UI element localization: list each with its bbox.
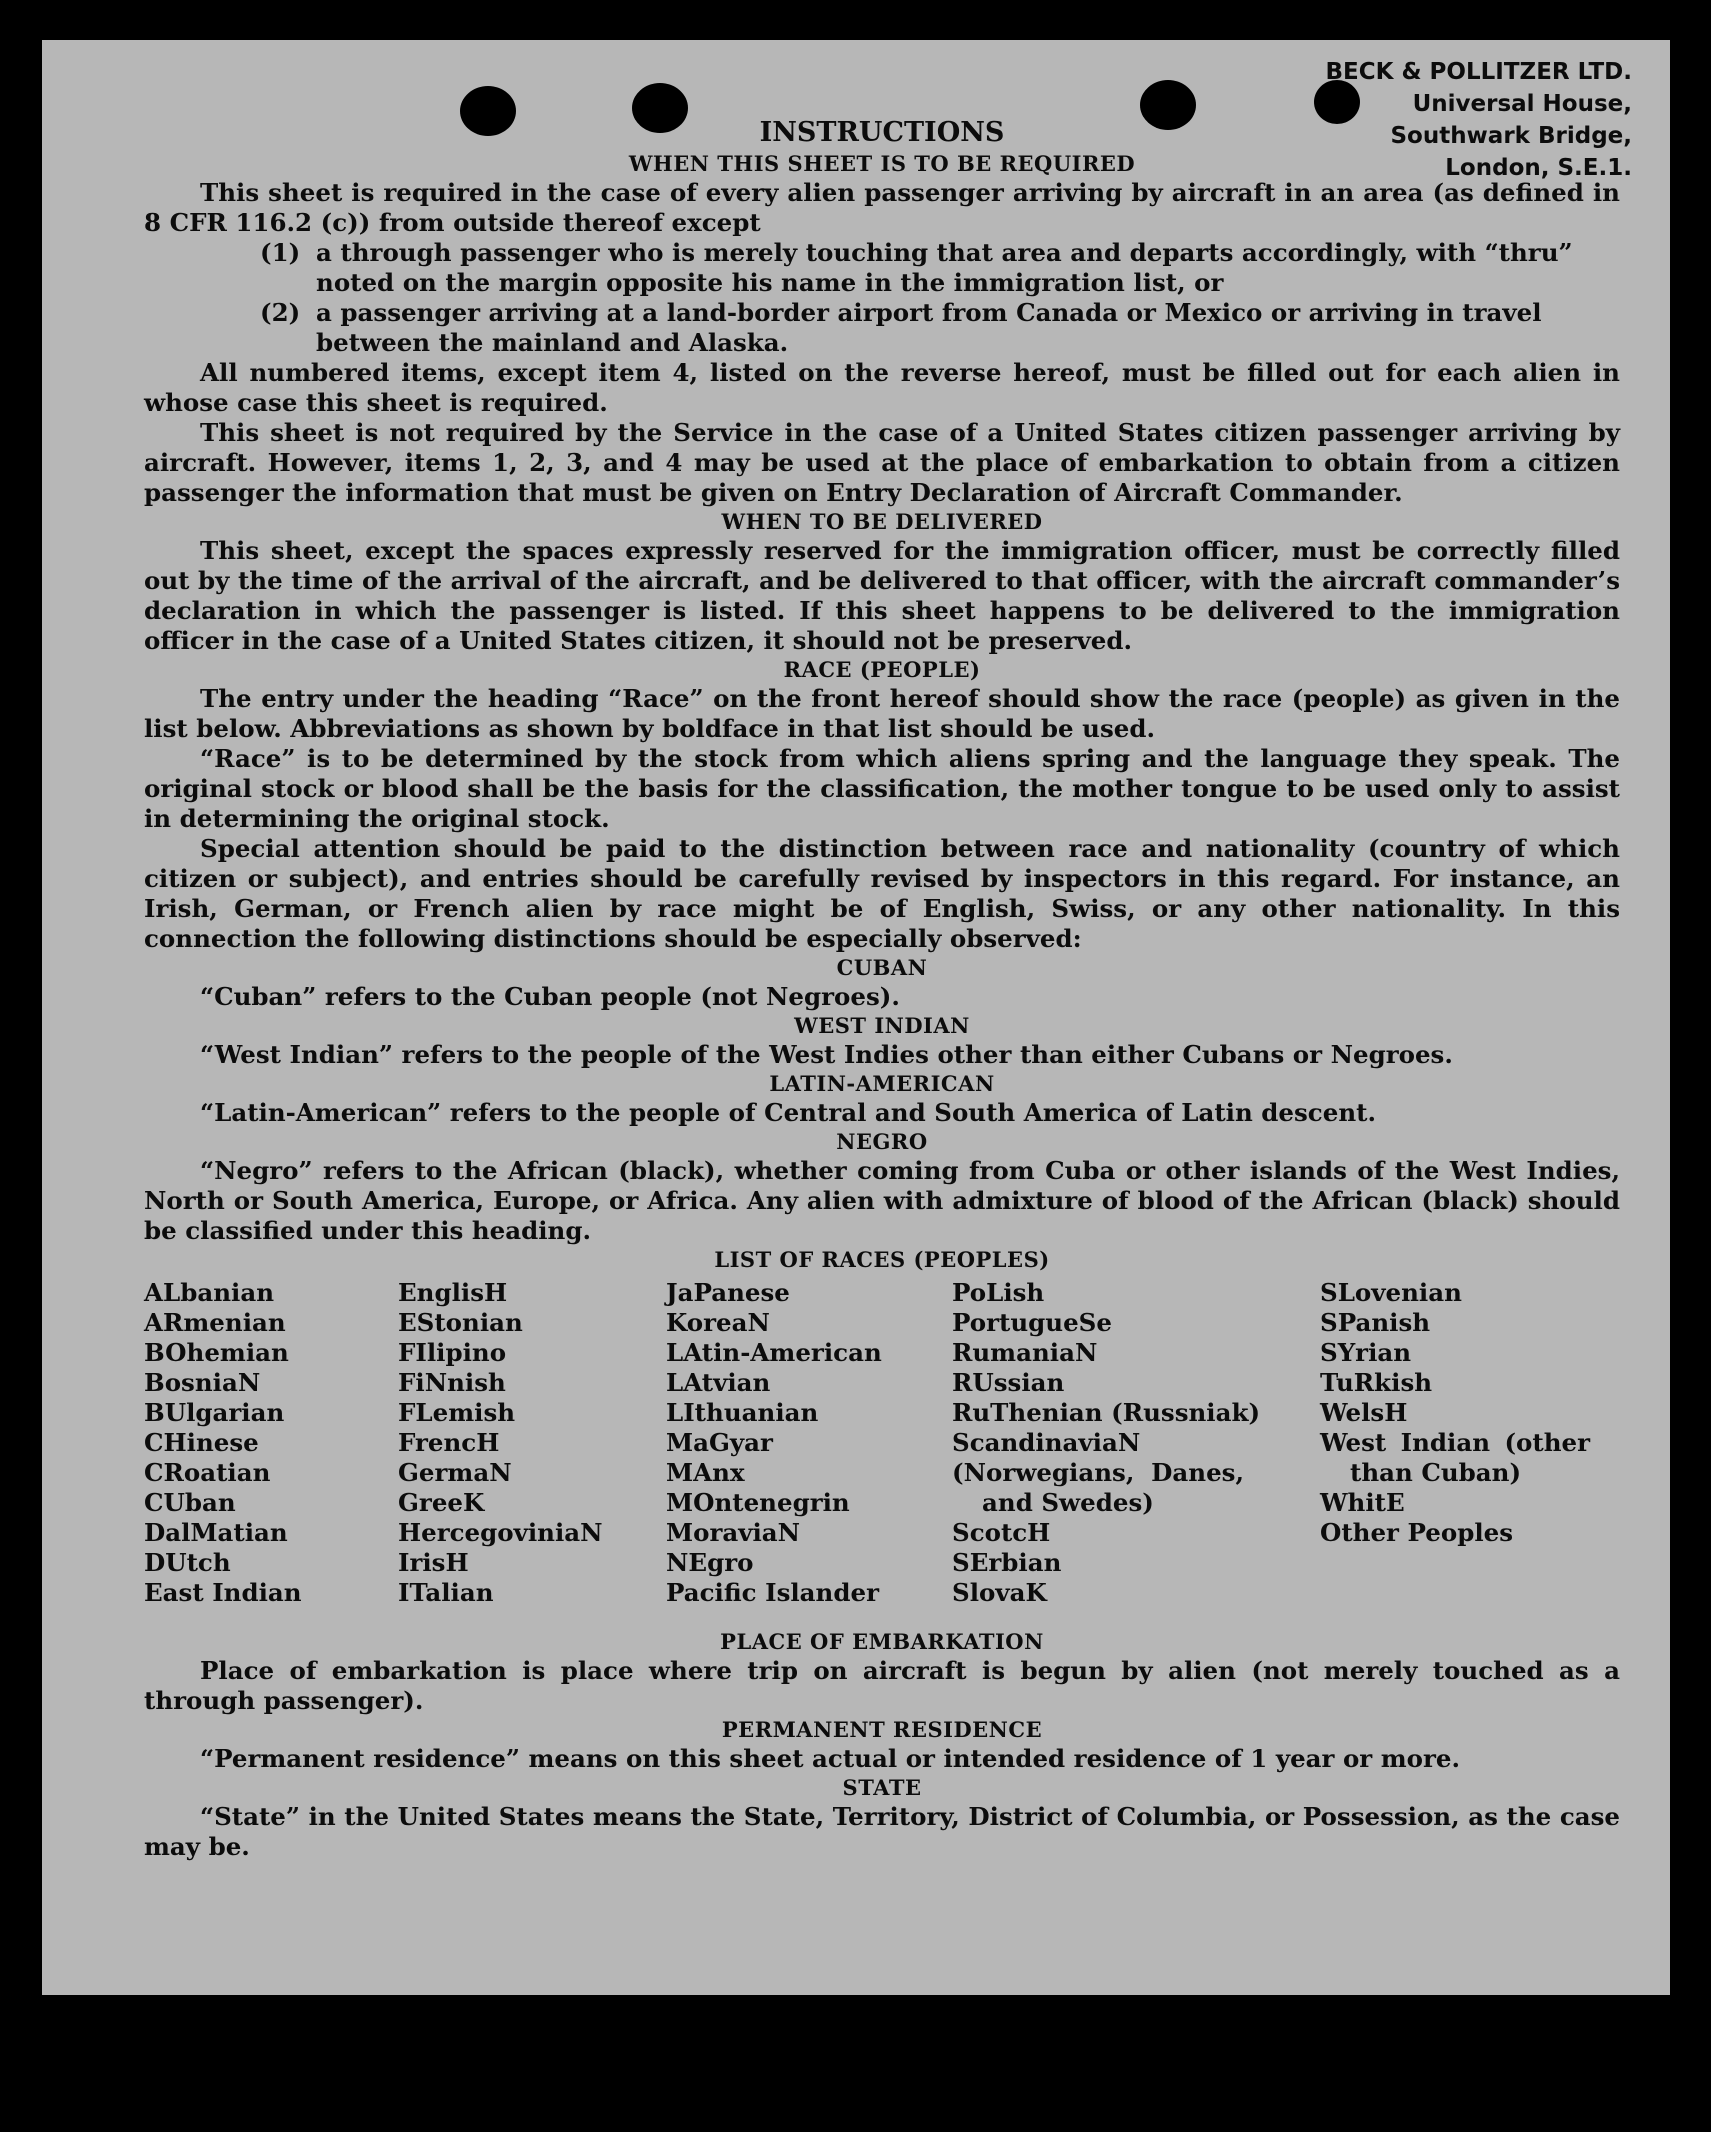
race-column bbox=[398, 1278, 603, 1608]
item-number: (1) bbox=[260, 238, 301, 267]
instructions-body bbox=[144, 116, 1620, 1862]
document-sheet bbox=[42, 40, 1670, 1995]
race-item: LAtvian bbox=[666, 1368, 771, 1397]
race-item: BOhemian bbox=[144, 1338, 289, 1367]
list-item bbox=[144, 298, 1620, 358]
race-item: HercegoviniaN bbox=[398, 1518, 603, 1547]
page-title: INSTRUCTIONS bbox=[759, 117, 1005, 148]
stamp-street: Southwark Bridge, bbox=[1390, 123, 1632, 149]
race-item: ScotcH bbox=[952, 1518, 1051, 1547]
paragraph: Place of embarkation is place where trip on aircraft is begun by alien (not merely touched as a through passenger). bbox=[144, 1656, 1620, 1715]
section-heading: WHEN THIS SHEET IS TO BE REQUIRED bbox=[628, 151, 1136, 176]
race-item: MOntenegrin bbox=[666, 1488, 850, 1517]
paragraph: This sheet is not required by the Service in the case of a United States citizen passenger arriving by aircraft. However, items 1, 2, 3, and 4 may be used at the place of embarkation to obtain from a citizen passenger the information that must be given on Entry Declaration of Aircraft Commander. bbox=[144, 418, 1620, 507]
race-column bbox=[1320, 1278, 1590, 1548]
race-list bbox=[144, 1278, 1620, 1628]
race-item: NEgro bbox=[666, 1548, 754, 1577]
race-item: Other Peoples bbox=[1320, 1518, 1514, 1547]
section-heading: STATE bbox=[842, 1775, 922, 1800]
section-heading: RACE (PEOPLE) bbox=[783, 657, 981, 682]
race-column bbox=[144, 1278, 302, 1608]
section-heading: LIST OF RACES (PEOPLES) bbox=[714, 1247, 1050, 1272]
race-item: BosniaN bbox=[144, 1368, 261, 1397]
race-item: WelsH bbox=[1320, 1398, 1408, 1427]
stamp-building: Universal House, bbox=[1412, 91, 1632, 117]
race-item: West Indian (other than Cuban) bbox=[1320, 1428, 1590, 1487]
paragraph: All numbered items, except item 4, listed on the reverse hereof, must be filled out for each alien in whose case this sheet is required. bbox=[144, 358, 1620, 417]
race-item: JaPanese bbox=[666, 1278, 790, 1307]
paragraph: Special attention should be paid to the distinction between race and nationality (country of which citizen or subject), and entries should be carefully revised by inspectors in this regard. For instance, an Irish, German, or French alien by race might be of English, Swiss, or any other nationality. In this connection the following distinctions should be especially observed: bbox=[144, 834, 1620, 953]
race-item: PortugueSe bbox=[952, 1308, 1112, 1337]
race-item: CUban bbox=[144, 1488, 236, 1517]
race-item: PoLish bbox=[952, 1278, 1045, 1307]
paragraph: “Cuban” refers to the Cuban people (not Negroes). bbox=[200, 982, 900, 1011]
race-item: FIlipino bbox=[398, 1338, 507, 1367]
race-item: GermaN bbox=[398, 1458, 512, 1487]
race-item: CHinese bbox=[144, 1428, 259, 1457]
race-item: TuRkish bbox=[1320, 1368, 1433, 1397]
race-item: DalMatian bbox=[144, 1518, 288, 1547]
race-item: MAnx bbox=[666, 1458, 745, 1487]
section-heading: NEGRO bbox=[836, 1129, 928, 1154]
section-heading: WEST INDIAN bbox=[794, 1013, 970, 1038]
section-heading: PLACE OF EMBARKATION bbox=[720, 1629, 1044, 1654]
race-item: LIthuanian bbox=[666, 1398, 819, 1427]
stamp-city: London, S.E.1. bbox=[1445, 155, 1632, 181]
race-item: MaGyar bbox=[666, 1428, 773, 1457]
race-item: DUtch bbox=[144, 1548, 231, 1577]
race-item: Pacific Islander bbox=[666, 1578, 879, 1607]
race-item: ScandinaviaN bbox=[952, 1428, 1141, 1457]
race-item: LAtin-American bbox=[666, 1338, 882, 1367]
paragraph: “Race” is to be determined by the stock from which aliens spring and the language they speak. The original stock or blood shall be the basis for the classification, the mother tongue to be used only to assist in determining the original stock. bbox=[144, 744, 1620, 833]
race-item: EnglisH bbox=[398, 1278, 508, 1307]
section-heading: WHEN TO BE DELIVERED bbox=[721, 509, 1043, 534]
paragraph: “Negro” refers to the African (black), whether coming from Cuba or other islands of the West Indies, North or South America, Europe, or Africa. Any alien with admixture of blood of the African (black) should be classified under this heading. bbox=[144, 1156, 1620, 1245]
race-item: CRoatian bbox=[144, 1458, 271, 1487]
race-item: East Indian bbox=[144, 1578, 302, 1607]
paragraph: The entry under the heading “Race” on the front hereof should show the race (people) as given in the list below. Abbreviations as shown by boldface in that list should be used. bbox=[144, 684, 1620, 743]
race-item: SPanish bbox=[1320, 1308, 1431, 1337]
stamp-company: BECK & POLLITZER LTD. bbox=[1325, 59, 1632, 85]
race-item: FiNnish bbox=[398, 1368, 506, 1397]
section-heading: PERMANENT RESIDENCE bbox=[721, 1717, 1043, 1742]
race-item: SlovaK bbox=[952, 1578, 1047, 1607]
race-item: SLovenian bbox=[1320, 1278, 1462, 1307]
race-item: IrisH bbox=[398, 1548, 469, 1577]
race-item: RuThenian (Russniak) bbox=[952, 1398, 1261, 1427]
item-text: a through passenger who is merely touching that area and departs accordingly, with “thru” noted on the margin opposite his name in the immigration list, or bbox=[316, 238, 1573, 297]
race-item: GreeK bbox=[398, 1488, 485, 1517]
race-item: RumaniaN bbox=[952, 1338, 1098, 1367]
paragraph: This sheet, except the spaces expressly reserved for the immigration officer, must be correctly filled out by the time of the arrival of the aircraft, and be delivered to that officer, with the aircraft commander’s declaration in which the passenger is listed. If this sheet happens to be delivered to the immigration officer in the case of a United States citizen, it should not be preserved. bbox=[144, 536, 1620, 655]
race-item: ARmenian bbox=[144, 1308, 286, 1337]
race-column bbox=[666, 1278, 882, 1608]
race-item: FrencH bbox=[398, 1428, 500, 1457]
paragraph: “Permanent residence” means on this sheet actual or intended residence of 1 year or more. bbox=[200, 1744, 1461, 1773]
race-item: SYrian bbox=[1320, 1338, 1412, 1367]
race-item: MoraviaN bbox=[666, 1518, 801, 1547]
race-item: KoreaN bbox=[666, 1308, 770, 1337]
paragraph: “Latin-American” refers to the people of Central and South America of Latin descent. bbox=[200, 1098, 1376, 1127]
race-item: FLemish bbox=[398, 1398, 516, 1427]
item-number: (2) bbox=[260, 298, 301, 327]
race-item: ALbanian bbox=[144, 1278, 275, 1307]
race-item: EStonian bbox=[398, 1308, 523, 1337]
list-item bbox=[144, 238, 1620, 298]
section-heading: CUBAN bbox=[836, 955, 928, 980]
race-item: SErbian bbox=[952, 1548, 1062, 1577]
race-item: BUlgarian bbox=[144, 1398, 285, 1427]
race-item: WhitE bbox=[1320, 1488, 1405, 1517]
item-text: a passenger arriving at a land-border airport from Canada or Mexico or arriving in travel between the mainland and Alaska. bbox=[316, 298, 1542, 357]
section-heading: LATIN-AMERICAN bbox=[769, 1071, 995, 1096]
paragraph: This sheet is required in the case of every alien passenger arriving by aircraft in an area (as defined in 8 CFR 116.2 (c)) from outside thereof except bbox=[144, 178, 1620, 237]
paragraph: “West Indian” refers to the people of the West Indies other than either Cubans or Negroes. bbox=[200, 1040, 1453, 1069]
race-item: RUssian bbox=[952, 1368, 1065, 1397]
race-column bbox=[952, 1278, 1261, 1608]
paragraph: “State” in the United States means the State, Territory, District of Columbia, or Possession, as the case may be. bbox=[144, 1802, 1620, 1861]
race-item: ITalian bbox=[398, 1578, 494, 1607]
race-item: (Norwegians, Danes, and Swedes) bbox=[952, 1458, 1244, 1517]
